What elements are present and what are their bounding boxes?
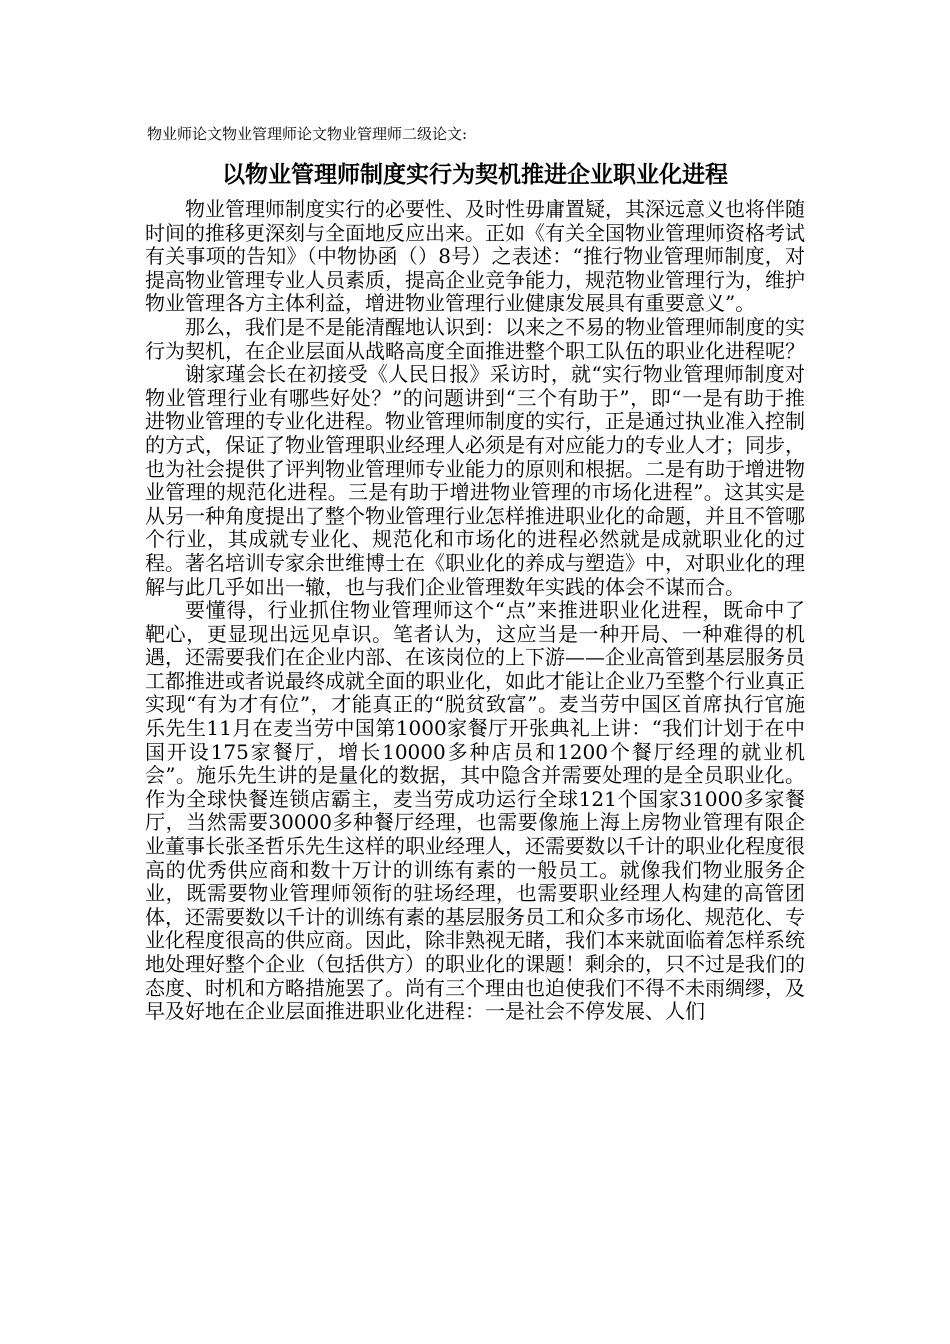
body-paragraph: 谢家瑾会长在初接受《人民日报》采访时，就“实行物业管理师制度对物业管理行业有哪些好处？”的问题讲到“三个有助于”，即“一是有助于推进物业管理的专业化进程。物业管理师制度的实行，正是通过执业准入控制的方式，保证了物业管理职业经理人必须是有对应能力的专业人才；同步，也为社会提供了评判物业管理师专业能力的原则和根据。二是有助于增进物业管理的规范化进程。三是有助于增进物业管理的市场化进程”。这其实是从另一种角度提出了整个物业管理行业怎样推进职业化的命题，并且不管哪个行业，其成就专业化、规范化和市场化的进程必然就是成就职业化的过程。著名培训专家余世维博士在《职业化的养成与塑造》中，对职业化的理解与此几乎如出一辙，也与我们企业管理数年实践的体会不谋而合。 [145, 362, 805, 599]
body-paragraph: 要懂得，行业抓住物业管理师这个“点”来推进职业化进程，既命中了靶心，更显现出远见卓识。笔者认为，这应当是一种开局、一种难得的机遇，还需要我们在企业内部、在该岗位的上下游——企业高管到基层服务员工都推进或者说最终成就全面的职业化，如此才能让企业乃至整个行业真正实现“有为才有位”，才能真正的“脱贫致富”。麦当劳中国区首席执行官施乐先生11月在麦当劳中国第1000家餐厅开张典礼上讲：“我们计划于在中国开设175家餐厅，增长10000多种店员和1200个餐厅经理的就业机会”。施乐先生讲的是量化的数据，其中隐含并需要处理的是全员职业化。作为全球快餐连锁店霸主，麦当劳成功运行全球121个国家31000多家餐厅，当然需要30000多种餐厅经理，也需要像施上海上房物业管理有限企业董事长张圣哲乐先生这样的职业经理人，还需要数以千计的职业化程度很高的优秀供应商和数十万计的训练有素的一般员工。就像我们物业服务企业，既需要物业管理师领衔的驻场经理，也需要职业经理人构建的高管团体，还需要数以千计的训练有素的基层服务员工和众多市场化、规范化、专业化程度很高的供应商。因此，除非熟视无睹，我们本来就面临着怎样系统地处理好整个企业（包括供方）的职业化的课题！剩余的，只不过是我们的态度、时机和方略措施罢了。尚有三个理由也迫使我们不得不未雨绸缪，及早及好地在企业层面推进职业化进程：一是社会不停发展、人们 [145, 598, 805, 1024]
document-title: 以物业管理师制度实行为契机推进企业职业化进程 [222, 161, 728, 188]
document-body [145, 198, 805, 1024]
body-paragraph: 那么，我们是不是能清醒地认识到：以来之不易的物业管理师制度的实行为契机，在企业层面从战略高度全面推进整个职工队伍的职业化进程呢？ [145, 314, 805, 363]
body-paragraph: 物业管理师制度实行的必要性、及时性毋庸置疑，其深远意义也将伴随时间的推移更深刻与全面地反应出来。正如《有关全国物业管理师资格考试有关事项的告知》（中物协函（）8号）之表述：“推行物业管理师制度，对提高物业管理专业人员素质，提高企业竞争能力，规范物业管理行为，维护物业管理各方主体利益，增进物业管理行业健康发展具有重要意义”。 [145, 197, 805, 316]
document-header: 物业师论文物业管理师论文物业管理师二级论文: [147, 125, 468, 143]
